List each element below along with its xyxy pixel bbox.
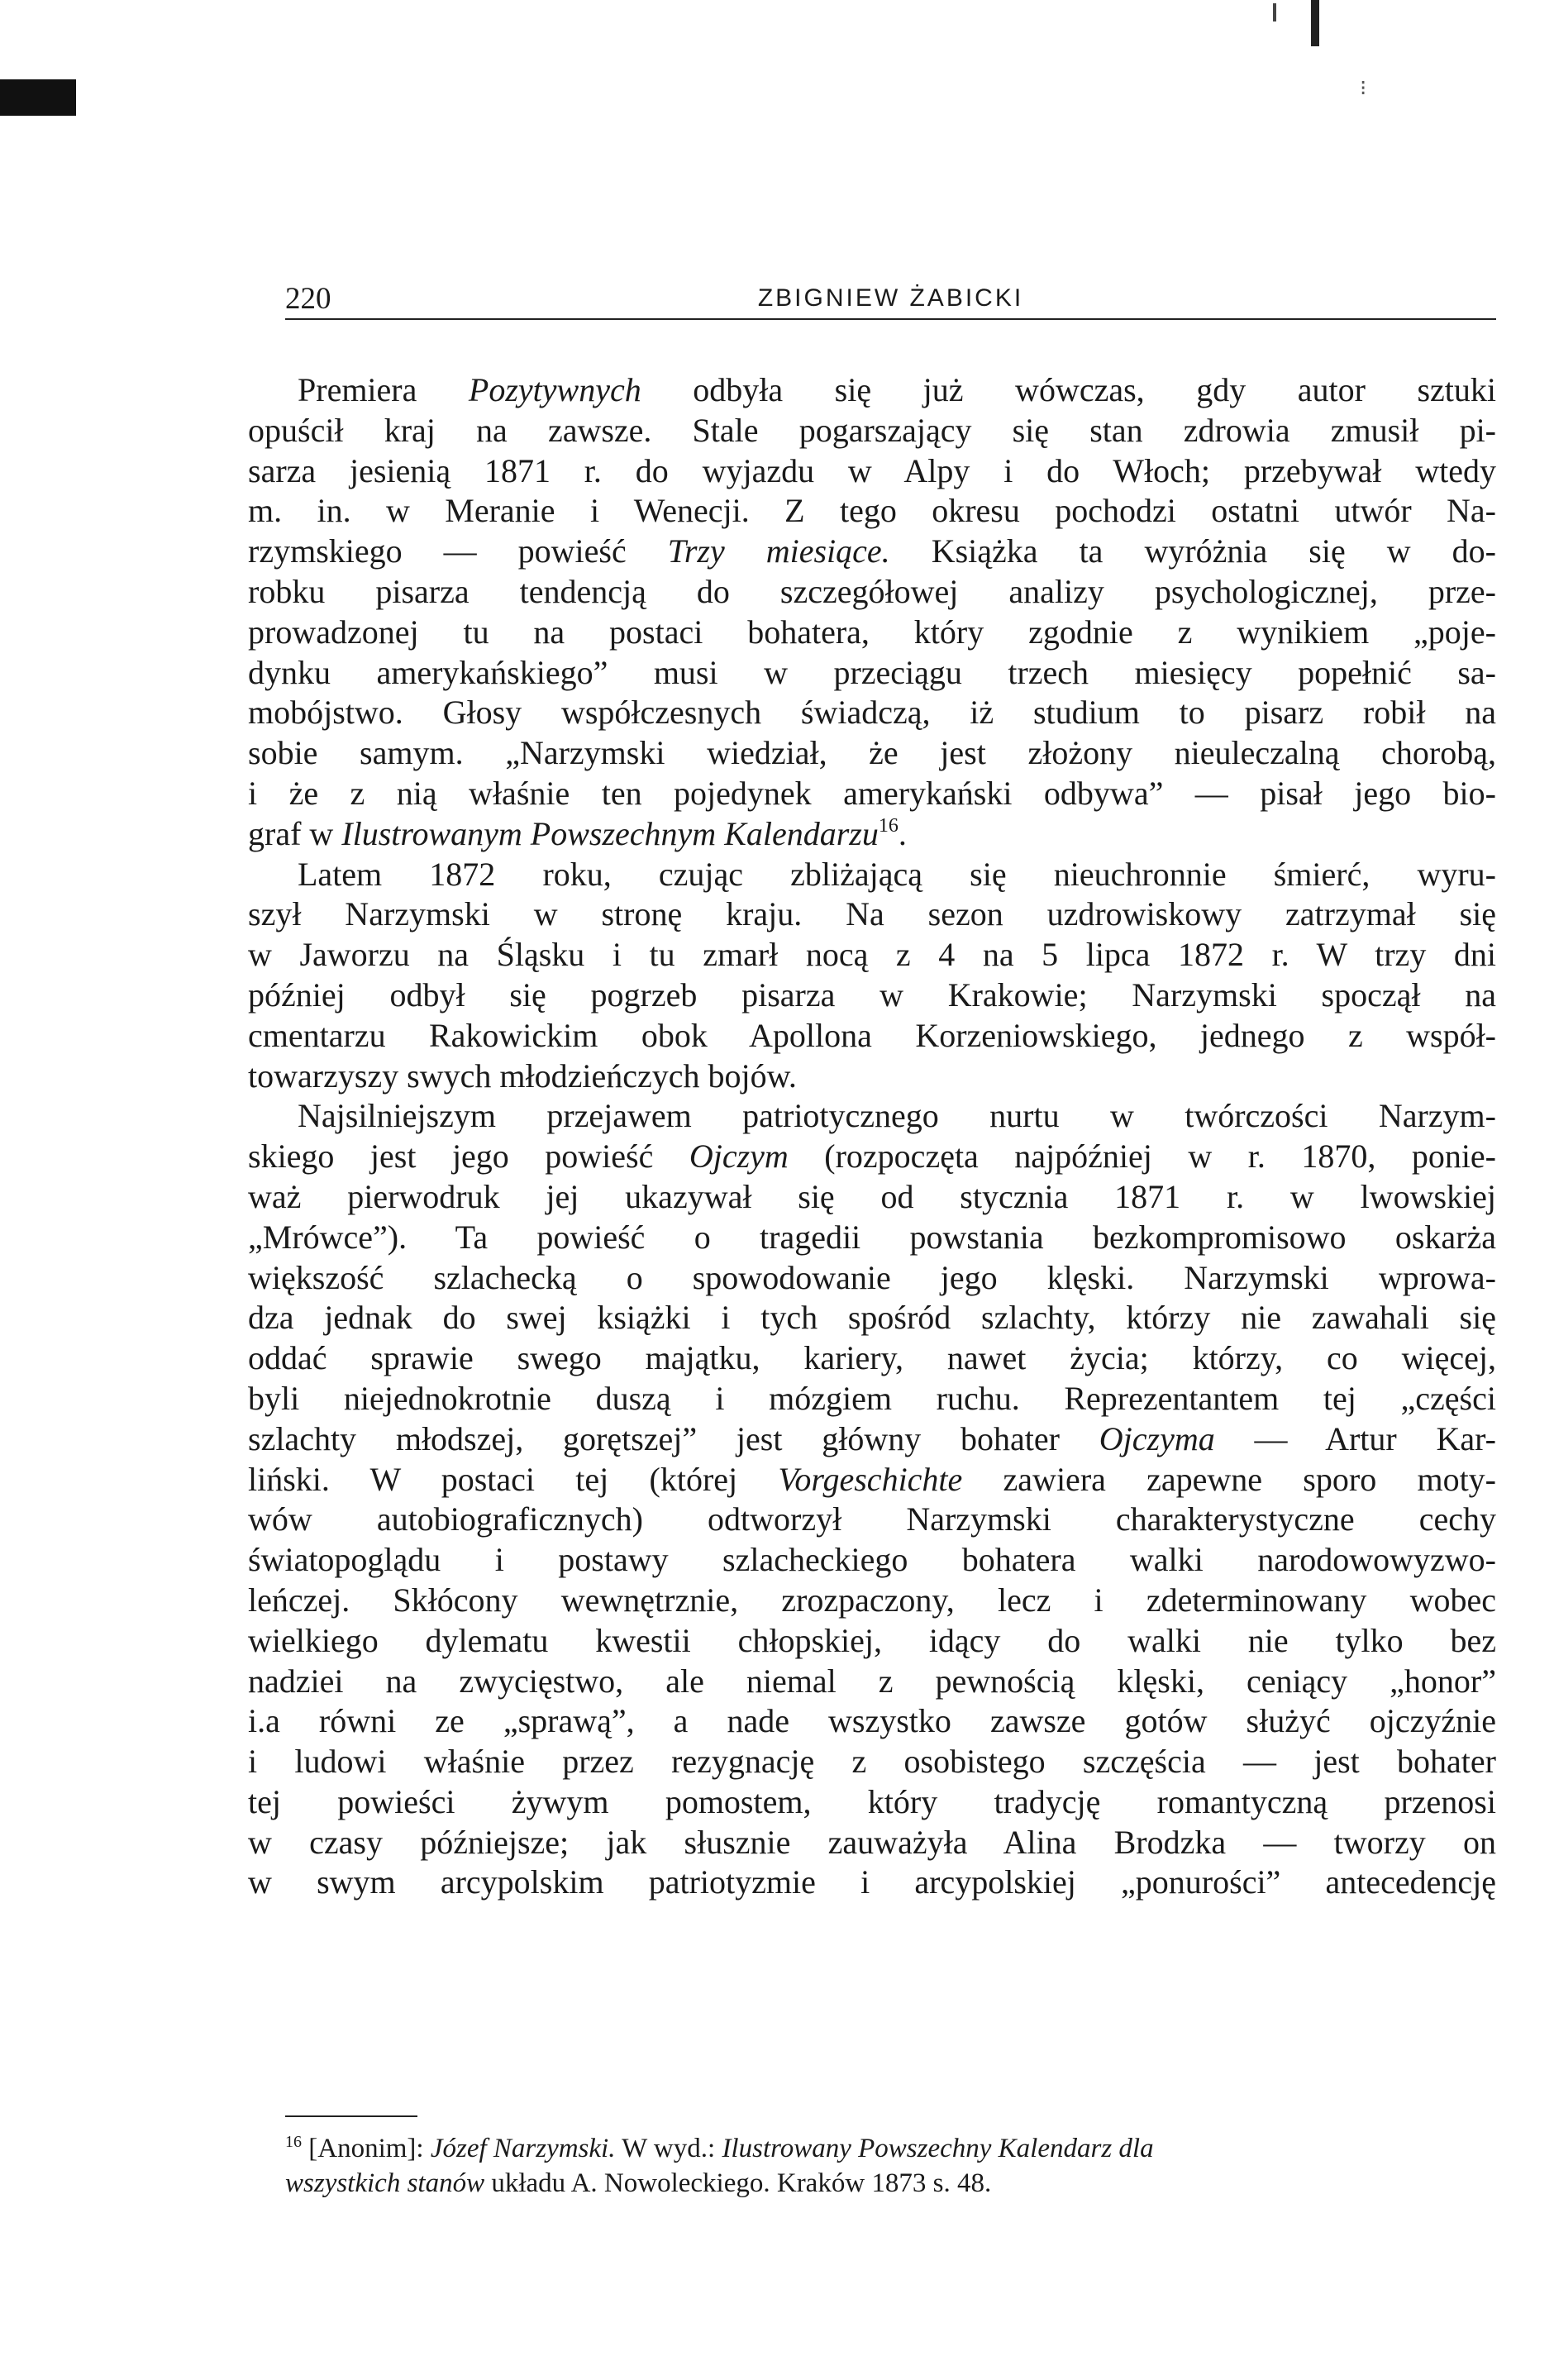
text-line: byli niejednokrotnie duszą i mózgiem ruchu. Reprezentantem tej „części bbox=[248, 1379, 1496, 1417]
footnote bbox=[285, 2131, 1475, 2201]
text-line: i.a równi ze „sprawą”, a nade wszystko zawsze gotów służyć ojczyźnie bbox=[248, 1702, 1496, 1740]
text-line: waż pierwodruk jej ukazywał się od stycznia 1871 r. w lwowskiej bbox=[248, 1177, 1496, 1215]
text-line: m. in. w Meranie i Wenecji. Z tego okresu pochodzi ostatni utwór Na- bbox=[248, 492, 1496, 530]
text-line: „Mrówce”). Ta powieść o tragedii powstania bezkompromisowo oskarża bbox=[248, 1218, 1496, 1256]
text-line: i że z nią właśnie ten pojedynek amerykański odbywa” — pisał jego bio- bbox=[248, 774, 1496, 812]
text-line: prowadzonej tu na postaci bohatera, który zgodnie z wynikiem „poje- bbox=[248, 613, 1496, 651]
text-line: graf w Ilustrowanym Powszechnym Kalendarzu$^{16}$. bbox=[248, 814, 907, 852]
text-line: opuścił kraj na zawsze. Stale pogarszający się stan zdrowia zmusił pi- bbox=[248, 411, 1496, 449]
scan-edge-mark bbox=[1311, 0, 1319, 46]
text-line: dza jednak do swej książki i tych spośród szlachty, którzy nie zawahali się bbox=[248, 1299, 1496, 1337]
text-line: rzymskiego — powieść Trzy miesiące. Książka ta wyróżnia się w do- bbox=[248, 532, 1497, 570]
footnote-line: wszystkich stanów układu A. Nowoleckiego. Kraków 1873 s. 48. bbox=[285, 2168, 992, 2198]
text-line: robku pisarza tendencją do szczegółowej analizy psychologicznej, prze- bbox=[248, 572, 1496, 610]
text-line: towarzyszy swych młodzieńczych bojów. bbox=[248, 1056, 797, 1095]
footnote-rule bbox=[285, 2115, 417, 2117]
text-line: szył Narzymski w stronę kraju. Na sezon uzdrowiskowy zatrzymał się bbox=[248, 895, 1496, 933]
scan-edge-mark-small bbox=[1273, 3, 1276, 21]
text-line: nadziei na zwycięstwo, ale niemal z pewnością klęski, ceniący „honor” bbox=[248, 1662, 1496, 1700]
footnote-line: $^{16}$ [Anonim]: Józef Narzymski. W wyd.: Ilustrowany Powszechny Kalendarz dla bbox=[285, 2133, 1154, 2163]
text-line: światopoglądu i postawy szlacheckiego bohatera walki narodowowyzwo- bbox=[248, 1541, 1496, 1579]
footnote-mark: 16 bbox=[285, 2133, 302, 2151]
text-line: mobójstwo. Głosy współczesnych świadczą, iż studium to pisarz robił na bbox=[248, 694, 1496, 732]
text-line: sarza jesienią 1871 r. do wyjazdu w Alpy i do Włoch; przebywał wtedy bbox=[248, 451, 1496, 489]
running-title: ZBIGNIEW ŻABICKI bbox=[757, 284, 1024, 312]
running-head bbox=[285, 273, 1496, 317]
text-line: tej powieści żywym pomostem, który tradycję romantyczną przenosi bbox=[248, 1782, 1496, 1820]
page-number: 220 bbox=[285, 282, 331, 316]
text-line: szlachty młodszej, gorętszej” jest główny bohater Ojczyma — Artur Kar- bbox=[248, 1419, 1496, 1457]
text-line: później odbył się pogrzeb pisarza w Krakowie; Narzymski spoczął na bbox=[248, 975, 1496, 1014]
header-rule bbox=[285, 318, 1496, 320]
scan-speck: ⁝ bbox=[1360, 76, 1367, 101]
text-line: w czasy późniejsze; jak słusznie zauważyła Alina Brodzka — tworzy on bbox=[248, 1823, 1496, 1861]
text-line: liński. W postaci tej (której Vorgeschichte zawiera zapewne sporo moty- bbox=[248, 1460, 1496, 1498]
text-line: sobie samym. „Narzymski wiedział, że jest złożony nieuleczalną chorobą, bbox=[248, 734, 1496, 772]
text-line: wielkiego dylematu kwestii chłopskiej, idący do walki nie tylko bez bbox=[248, 1621, 1496, 1659]
text-line: Latem 1872 roku, czując zbliżającą się nieuchronnie śmierć, wyru- bbox=[298, 855, 1496, 893]
text-line: większość szlachecką o spowodowanie jego klęski. Narzymski wprowa- bbox=[248, 1258, 1496, 1296]
text-line: leńczej. Skłócony wewnętrznie, zrozpaczony, lecz i zdeterminowany wobec bbox=[248, 1581, 1496, 1619]
text-line: skiego jest jego powieść Ojczym (rozpoczęta najpóźniej w r. 1870, ponie- bbox=[248, 1138, 1497, 1176]
text-line: w Jaworzu na Śląsku i tu zmarł nocą z 4 na 5 lipca 1872 r. W trzy dni bbox=[248, 936, 1496, 974]
text-line: Premiera Pozytywnych odbyła się już wówczas, gdy autor sztuki bbox=[298, 371, 1496, 408]
text-line: Najsilniejszym przejawem patriotycznego nurtu w twórczości Narzym- bbox=[298, 1097, 1496, 1135]
text-line: dynku amerykańskiego” musi w przeciągu trzech miesięcy popełnić sa- bbox=[248, 653, 1496, 691]
scan-corner-mark bbox=[0, 79, 76, 116]
text-line: w swym arcypolskim patriotyzmie i arcypolskiej „ponurości” antecedencję bbox=[248, 1863, 1496, 1901]
body-text bbox=[248, 370, 1496, 1903]
text-line: cmentarzu Rakowickim obok Apollona Korzeniowskiego, jednego z współ- bbox=[248, 1016, 1496, 1054]
text-line: wów autobiograficznych) odtworzył Narzymski charakterystyczne cechy bbox=[248, 1500, 1496, 1538]
footnote-ref: 16 bbox=[878, 814, 899, 837]
text-line: oddać sprawie swego majątku, kariery, nawet życia; którzy, co więcej, bbox=[248, 1339, 1496, 1377]
text-line: i ludowi właśnie przez rezygnację z osobistego szczęścia — jest bohater bbox=[248, 1743, 1496, 1781]
